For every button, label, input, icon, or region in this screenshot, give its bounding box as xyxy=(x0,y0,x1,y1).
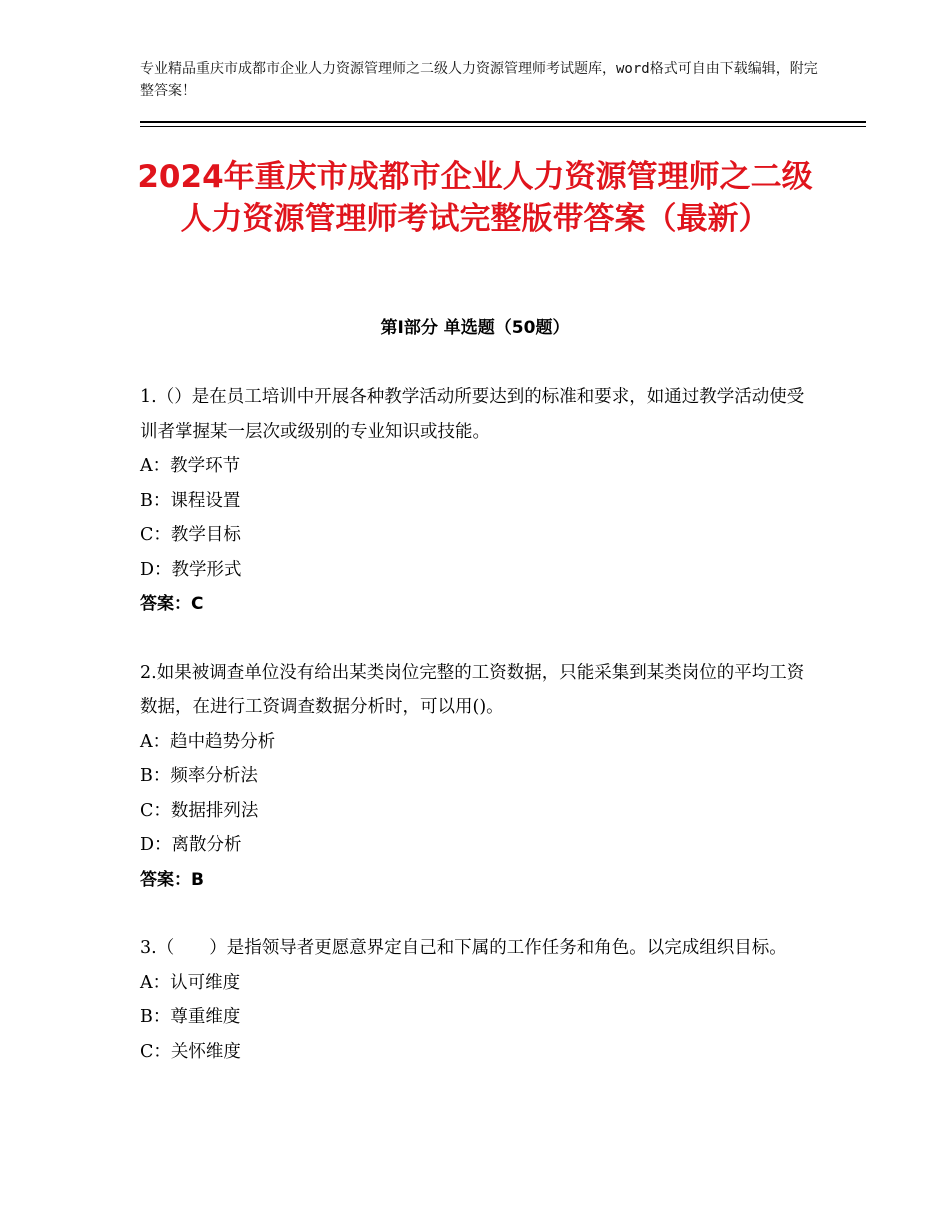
option-c: C：关怀维度 xyxy=(140,1041,241,1062)
header-rule-thin xyxy=(140,126,866,127)
option-a: A：趋中趋势分析 xyxy=(140,731,276,752)
option-b: B：课程设置 xyxy=(140,490,241,511)
header-note: 专业精品重庆市成都市企业人力资源管理师之二级人力资源管理师考试题库，word格式可自由下载编辑，附完整答案！ xyxy=(140,61,818,99)
question-list xyxy=(140,380,820,1103)
question-3 xyxy=(140,931,820,1069)
option-a: A：认可维度 xyxy=(140,972,241,993)
question-stem: 1.（）是在员工培训中开展各种教学活动所要达到的标准和要求，如通过教学活动使受训者掌握某一层次或级别的专业知识或技能。 xyxy=(140,387,805,442)
option-a: A：教学环节 xyxy=(140,456,241,476)
answer: 答案：C xyxy=(140,594,204,614)
option-c: C：教学目标 xyxy=(140,525,241,545)
option-d: D：离散分析 xyxy=(140,835,242,855)
option-c: C：数据排列法 xyxy=(140,800,259,821)
option-b: B：尊重维度 xyxy=(140,1007,241,1027)
document-title: 2024年重庆市成都市企业人力资源管理师之二级人力资源管理师考试完整版带答案（最新） xyxy=(137,159,813,237)
question-1 xyxy=(140,380,820,622)
question-stem: 2.如果被调查单位没有给出某类岗位完整的工资数据，只能采集到某类岗位的平均工资数据，在进行工资调查数据分析时，可以用()。 xyxy=(140,662,805,717)
section-title: 第Ⅰ部分 单选题（50题） xyxy=(380,318,570,338)
option-b: B：频率分析法 xyxy=(140,766,258,786)
option-d: D：教学形式 xyxy=(140,559,242,580)
answer: 答案：B xyxy=(140,869,204,890)
header-rule-thick xyxy=(140,121,866,123)
question-2 xyxy=(140,656,820,898)
question-stem: 3.（ ）是指领导者更愿意界定自己和下属的工作任务和角色。以完成组织目标。 xyxy=(140,938,787,958)
